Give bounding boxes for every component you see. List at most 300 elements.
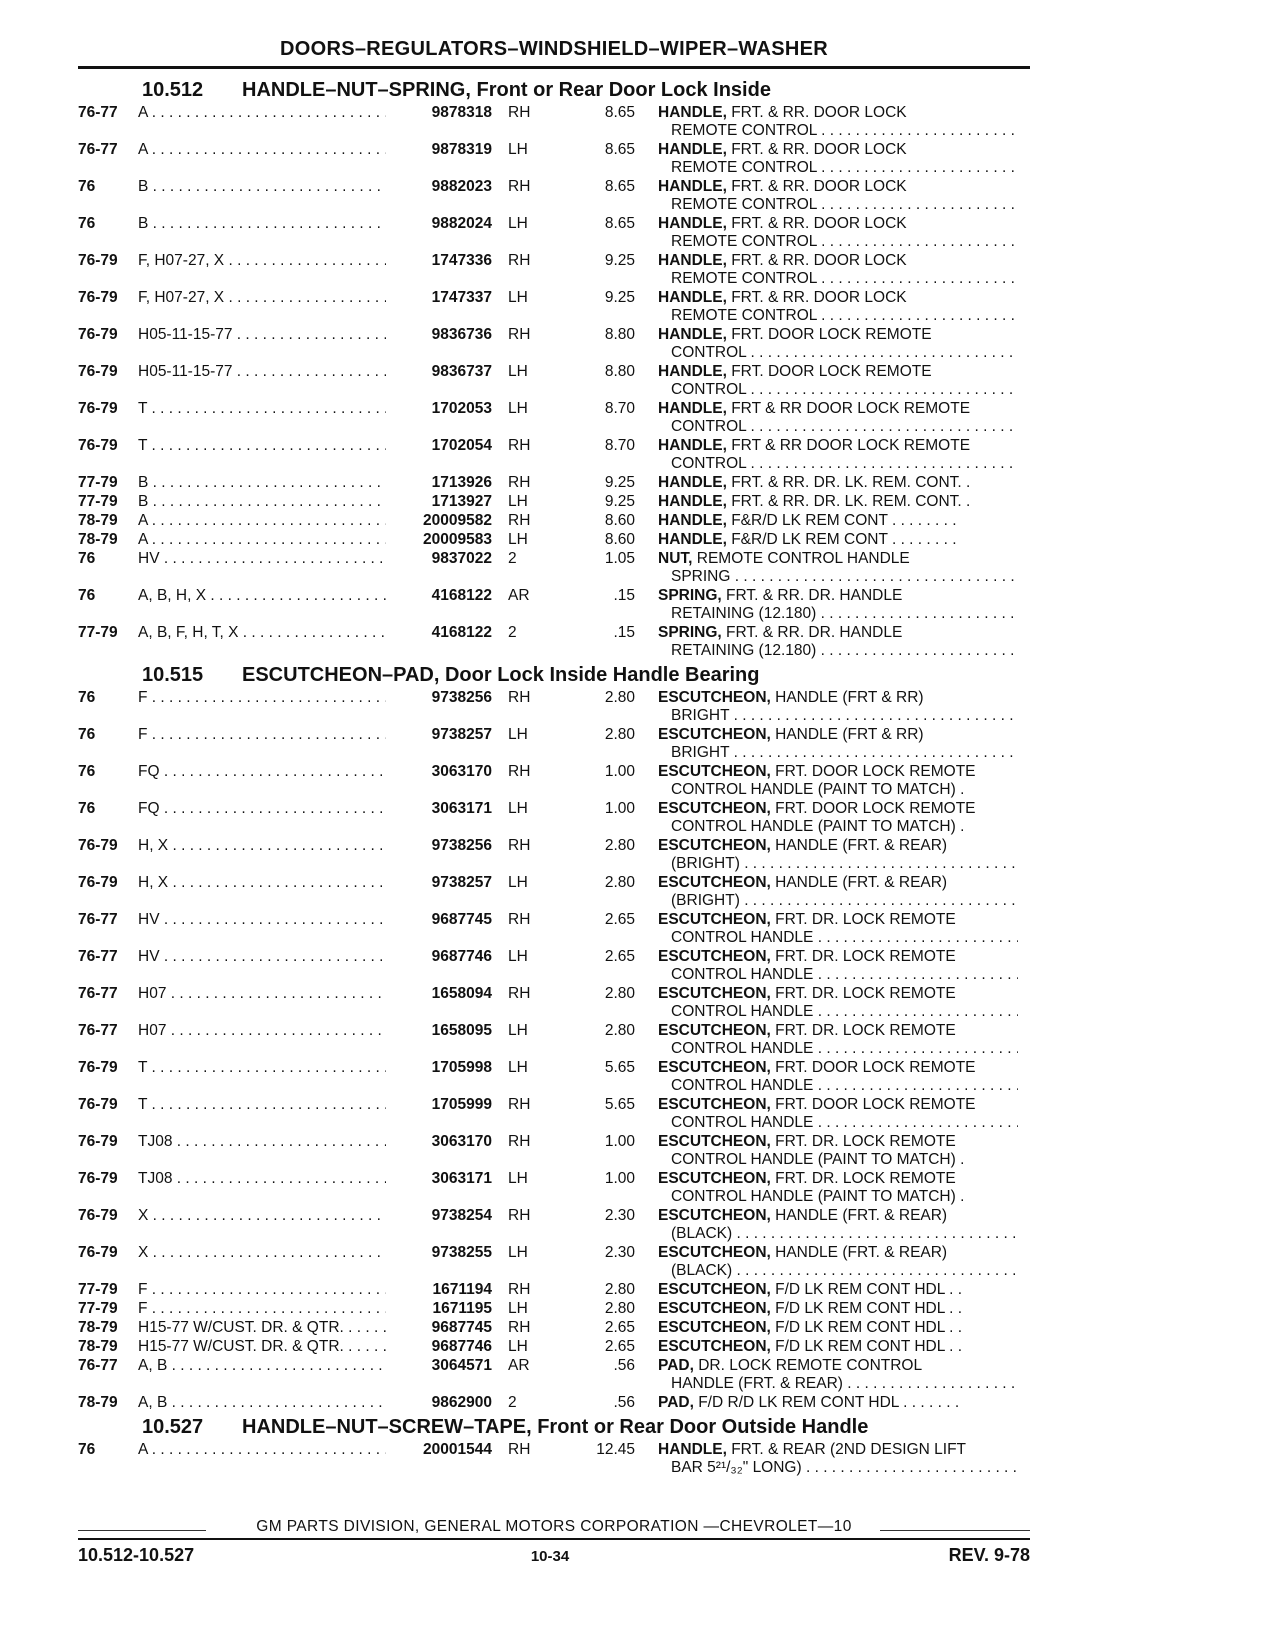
quantity: RH bbox=[508, 1281, 531, 1298]
description-line bbox=[658, 1170, 1018, 1188]
application-code: TJ08 . . . bbox=[138, 1133, 478, 1151]
description-line bbox=[658, 1394, 1018, 1412]
quantity: LH bbox=[508, 289, 528, 306]
part-description bbox=[658, 985, 1018, 1021]
quantity: RH bbox=[508, 1441, 531, 1458]
description-line bbox=[658, 985, 1018, 1003]
part-number: 1747337 bbox=[386, 289, 492, 307]
footer-page-number: 10-34 bbox=[530, 1548, 570, 1565]
quantity: LH bbox=[508, 874, 528, 891]
model-years: 76-79 bbox=[78, 252, 118, 269]
parts-row bbox=[78, 1096, 1038, 1133]
application-code: A . . . bbox=[138, 531, 478, 549]
application-code: F . . . bbox=[138, 1300, 478, 1318]
application-code: A, B . . . bbox=[138, 1394, 478, 1412]
model-years: 76-79 bbox=[78, 1207, 118, 1224]
application-code: F . . . bbox=[138, 689, 478, 707]
part-description bbox=[658, 400, 1018, 436]
description-keyword: ESCUTCHEON, bbox=[658, 837, 771, 854]
application-code: A, B, F, H, T, X . . . bbox=[138, 624, 478, 642]
price: 5.65 bbox=[604, 1096, 635, 1113]
description-text: FRT. DR. LOCK REMOTE bbox=[770, 1170, 956, 1187]
quantity: LH bbox=[508, 800, 528, 817]
quantity: RH bbox=[508, 689, 531, 706]
model-years: 76 bbox=[78, 550, 96, 567]
description-continuation: REMOTE CONTROL . . . bbox=[658, 233, 1018, 251]
part-description bbox=[658, 1133, 1018, 1169]
part-description bbox=[658, 1441, 1018, 1477]
part-description bbox=[658, 624, 1018, 660]
model-years: 76-79 bbox=[78, 1244, 118, 1261]
description-text: FRT. DOOR LOCK REMOTE bbox=[770, 1059, 976, 1076]
description-keyword: HANDLE, bbox=[658, 400, 727, 417]
parts-row bbox=[78, 531, 1038, 550]
description-line bbox=[658, 1059, 1018, 1077]
application-code: B . . . bbox=[138, 474, 478, 492]
parts-row bbox=[78, 215, 1038, 252]
footer-revision: REV. 9-78 bbox=[948, 1545, 1030, 1565]
parts-row bbox=[78, 141, 1038, 178]
description-line bbox=[658, 624, 1018, 642]
application-code: B . . . bbox=[138, 493, 478, 511]
part-number: 9862900 bbox=[386, 1394, 492, 1412]
description-line bbox=[658, 531, 1018, 549]
description-text: HANDLE (FRT. & REAR) bbox=[770, 874, 948, 891]
description-line bbox=[658, 104, 1018, 122]
parts-row bbox=[78, 1170, 1038, 1207]
description-continuation: (BLACK) . . . bbox=[658, 1225, 1018, 1243]
model-years: 76-79 bbox=[78, 874, 118, 891]
price: 2.65 bbox=[604, 948, 635, 965]
parts-row bbox=[78, 1394, 1038, 1413]
description-keyword: ESCUTCHEON, bbox=[658, 763, 771, 780]
part-description bbox=[658, 1319, 1018, 1337]
parts-row bbox=[78, 1338, 1038, 1357]
description-text: F/D LK REM CONT HDL . . bbox=[770, 1319, 963, 1336]
description-line bbox=[658, 1022, 1018, 1040]
model-years: 76-77 bbox=[78, 141, 118, 158]
part-number: 3063171 bbox=[386, 800, 492, 818]
model-years: 77-79 bbox=[78, 624, 118, 641]
parts-row bbox=[78, 874, 1038, 911]
model-years: 76-79 bbox=[78, 1059, 118, 1076]
model-years: 77-79 bbox=[78, 1300, 118, 1317]
description-text: FRT. & RR. DR. HANDLE bbox=[721, 587, 903, 604]
application-code: A . . . bbox=[138, 1441, 478, 1459]
parts-row bbox=[78, 437, 1038, 474]
description-continuation: REMOTE CONTROL . . . bbox=[658, 196, 1018, 214]
description-text: FRT. & RR. DOOR LOCK bbox=[726, 178, 907, 195]
application-code: A, B . . . bbox=[138, 1357, 478, 1375]
section-heading: HANDLE–NUT–SCREW–TAPE, Front or Rear Door Outside Handle bbox=[242, 1416, 869, 1438]
price: 8.80 bbox=[604, 363, 635, 380]
description-continuation: CONTROL HANDLE . . . bbox=[658, 929, 1018, 947]
part-number: 20009582 bbox=[386, 512, 492, 530]
description-text: FRT. DR. LOCK REMOTE bbox=[770, 985, 956, 1002]
price: 12.45 bbox=[596, 1441, 635, 1458]
part-number: 1713926 bbox=[386, 474, 492, 492]
part-number: 1705998 bbox=[386, 1059, 492, 1077]
quantity: LH bbox=[508, 1338, 528, 1355]
description-text: F/D LK REM CONT HDL . . bbox=[770, 1300, 963, 1317]
price: 2.65 bbox=[604, 1338, 635, 1355]
description-line bbox=[658, 911, 1018, 929]
price: 2.80 bbox=[604, 985, 635, 1002]
model-years: 76-77 bbox=[78, 911, 118, 928]
description-continuation: CONTROL HANDLE (PAINT TO MATCH) . bbox=[671, 1188, 965, 1205]
description-line bbox=[658, 363, 1018, 381]
part-description bbox=[658, 1170, 1018, 1206]
parts-row bbox=[78, 550, 1038, 587]
description-continuation: CONTROL HANDLE . . . bbox=[658, 1077, 1018, 1095]
application-code: F . . . bbox=[138, 1281, 478, 1299]
part-description bbox=[658, 474, 1018, 492]
part-description bbox=[658, 215, 1018, 251]
model-years: 78-79 bbox=[78, 1394, 118, 1411]
description-continuation: CONTROL HANDLE (PAINT TO MATCH) . bbox=[671, 781, 965, 798]
part-number: 9738254 bbox=[386, 1207, 492, 1225]
part-description bbox=[658, 178, 1018, 214]
price: 2.30 bbox=[604, 1207, 635, 1224]
part-description bbox=[658, 326, 1018, 362]
parts-row bbox=[78, 326, 1038, 363]
application-code: T . . . bbox=[138, 1059, 478, 1077]
application-code: F, H07-27, X . . . bbox=[138, 252, 478, 270]
price: 8.65 bbox=[604, 141, 635, 158]
part-number: 1671194 bbox=[386, 1281, 492, 1299]
part-number: 3064571 bbox=[386, 1357, 492, 1375]
model-years: 77-79 bbox=[78, 493, 118, 510]
part-number: 1747336 bbox=[386, 252, 492, 270]
description-continuation: CONTROL HANDLE . . . bbox=[658, 1003, 1018, 1021]
description-continuation: CONTROL . . . bbox=[658, 344, 1018, 362]
part-description bbox=[658, 104, 1018, 140]
application-code: H07 . . . bbox=[138, 1022, 478, 1040]
quantity: RH bbox=[508, 1096, 531, 1113]
part-number: 1658094 bbox=[386, 985, 492, 1003]
price: 1.00 bbox=[604, 1133, 635, 1150]
part-number: 9882024 bbox=[386, 215, 492, 233]
model-years: 77-79 bbox=[78, 1281, 118, 1298]
part-description bbox=[658, 531, 1018, 549]
footer-rule bbox=[78, 1538, 1030, 1540]
part-number: 9878318 bbox=[386, 104, 492, 122]
part-description bbox=[658, 1357, 1018, 1393]
quantity: LH bbox=[508, 493, 528, 510]
model-years: 76-79 bbox=[78, 1170, 118, 1187]
description-text: HANDLE (FRT & RR) bbox=[770, 726, 924, 743]
application-code: H, X . . . bbox=[138, 837, 478, 855]
description-text: F/D LK REM CONT HDL . . bbox=[770, 1281, 963, 1298]
quantity: RH bbox=[508, 512, 531, 529]
part-description bbox=[658, 874, 1018, 910]
part-number: 1702053 bbox=[386, 400, 492, 418]
header-rule bbox=[78, 66, 1030, 69]
model-years: 76 bbox=[78, 800, 96, 817]
description-keyword: ESCUTCHEON, bbox=[658, 985, 771, 1002]
footer-section-range: 10.512-10.527 bbox=[78, 1545, 195, 1565]
part-description bbox=[658, 1022, 1018, 1058]
parts-row bbox=[78, 104, 1038, 141]
quantity: AR bbox=[508, 1357, 530, 1374]
price: 9.25 bbox=[604, 474, 635, 491]
description-line bbox=[658, 1338, 1018, 1356]
part-description bbox=[658, 948, 1018, 984]
part-description bbox=[658, 1244, 1018, 1280]
model-years: 78-79 bbox=[78, 512, 118, 529]
description-line bbox=[658, 1133, 1018, 1151]
quantity: RH bbox=[508, 474, 531, 491]
price: 8.70 bbox=[604, 400, 635, 417]
price: .15 bbox=[613, 624, 635, 641]
description-keyword: ESCUTCHEON, bbox=[658, 1244, 771, 1261]
description-text: FRT. & RR. DOOR LOCK bbox=[726, 141, 907, 158]
description-text: HANDLE (FRT & RR) bbox=[770, 689, 924, 706]
application-code: A . . . bbox=[138, 104, 478, 122]
part-number: 9878319 bbox=[386, 141, 492, 159]
parts-row bbox=[78, 1357, 1038, 1394]
parts-row bbox=[78, 512, 1038, 531]
parts-row bbox=[78, 911, 1038, 948]
description-continuation: RETAINING (12.180) . . . bbox=[658, 642, 1018, 660]
description-continuation: REMOTE CONTROL . . . bbox=[658, 270, 1018, 288]
part-description bbox=[658, 512, 1018, 530]
description-continuation: BAR 5²¹/₃₂" LONG) . . . bbox=[658, 1459, 1018, 1477]
quantity: LH bbox=[508, 1244, 528, 1261]
description-line bbox=[658, 493, 1018, 511]
price: 1.05 bbox=[604, 550, 635, 567]
application-code: A . . . bbox=[138, 512, 478, 530]
part-description bbox=[658, 1338, 1018, 1356]
part-number: 3063170 bbox=[386, 1133, 492, 1151]
price: 9.25 bbox=[604, 289, 635, 306]
application-code: T . . . bbox=[138, 400, 478, 418]
part-description bbox=[658, 437, 1018, 473]
description-line bbox=[658, 763, 1018, 781]
model-years: 78-79 bbox=[78, 531, 118, 548]
description-keyword: ESCUTCHEON, bbox=[658, 1319, 771, 1336]
model-years: 76-79 bbox=[78, 363, 118, 380]
quantity: LH bbox=[508, 215, 528, 232]
model-years: 76-79 bbox=[78, 437, 118, 454]
description-keyword: SPRING, bbox=[658, 624, 722, 641]
parts-row bbox=[78, 1244, 1038, 1281]
parts-row bbox=[78, 587, 1038, 624]
application-code: F, H07-27, X . . . bbox=[138, 289, 478, 307]
description-text: FRT. & REAR (2ND DESIGN LIFT bbox=[726, 1441, 967, 1458]
description-line bbox=[658, 587, 1018, 605]
description-continuation: CONTROL HANDLE . . . bbox=[658, 966, 1018, 984]
description-text: F&R/D LK REM CONT . . . . . . . . bbox=[726, 512, 957, 529]
description-keyword: HANDLE, bbox=[658, 474, 727, 491]
footer-publisher: GM PARTS DIVISION, GENERAL MOTORS CORPORATION —CHEVROLET—10 bbox=[256, 1518, 852, 1535]
description-text: DR. LOCK REMOTE CONTROL bbox=[693, 1357, 923, 1374]
price: .56 bbox=[613, 1394, 635, 1411]
description-line bbox=[658, 874, 1018, 892]
part-number: 9738255 bbox=[386, 1244, 492, 1262]
description-text: FRT. DOOR LOCK REMOTE bbox=[770, 800, 976, 817]
description-text: FRT. DOOR LOCK REMOTE bbox=[726, 363, 932, 380]
part-number: 4168122 bbox=[386, 587, 492, 605]
price: 2.80 bbox=[604, 726, 635, 743]
model-years: 76-79 bbox=[78, 289, 118, 306]
application-code: H, X . . . bbox=[138, 874, 478, 892]
quantity: RH bbox=[508, 326, 531, 343]
quantity: 2 bbox=[508, 550, 517, 567]
description-keyword: ESCUTCHEON, bbox=[658, 726, 771, 743]
application-code: T . . . bbox=[138, 1096, 478, 1114]
quantity: RH bbox=[508, 104, 531, 121]
price: 8.65 bbox=[604, 104, 635, 121]
application-code: HV . . . bbox=[138, 911, 478, 929]
description-continuation: (BLACK) . . . bbox=[658, 1262, 1018, 1280]
application-code: H15-77 W/CUST. DR. & QTR. . . . bbox=[138, 1319, 478, 1337]
model-years: 76-79 bbox=[78, 400, 118, 417]
model-years: 76 bbox=[78, 587, 96, 604]
part-number: 1702054 bbox=[386, 437, 492, 455]
part-number: 9687745 bbox=[386, 1319, 492, 1337]
part-description bbox=[658, 1300, 1018, 1318]
application-code: A, B, H, X . . . bbox=[138, 587, 478, 605]
description-text: FRT. DOOR LOCK REMOTE bbox=[726, 326, 932, 343]
parts-row bbox=[78, 689, 1038, 726]
section-heading: HANDLE–NUT–SPRING, Front or Rear Door Lock Inside bbox=[242, 79, 771, 101]
description-text: FRT. & RR. DOOR LOCK bbox=[726, 289, 907, 306]
part-number: 9738256 bbox=[386, 837, 492, 855]
part-description bbox=[658, 550, 1018, 586]
description-keyword: ESCUTCHEON, bbox=[658, 948, 771, 965]
quantity: RH bbox=[508, 837, 531, 854]
model-years: 76 bbox=[78, 726, 96, 743]
section-title bbox=[78, 1413, 1038, 1441]
price: 8.65 bbox=[604, 215, 635, 232]
description-keyword: HANDLE, bbox=[658, 252, 727, 269]
description-line bbox=[658, 1300, 1018, 1318]
quantity: LH bbox=[508, 141, 528, 158]
quantity: RH bbox=[508, 911, 531, 928]
description-keyword: ESCUTCHEON, bbox=[658, 1022, 771, 1039]
price: 8.60 bbox=[604, 531, 635, 548]
price: 2.80 bbox=[604, 1022, 635, 1039]
quantity: AR bbox=[508, 587, 530, 604]
description-keyword: ESCUTCHEON, bbox=[658, 1133, 771, 1150]
quantity: RH bbox=[508, 1319, 531, 1336]
price: 2.80 bbox=[604, 837, 635, 854]
part-description bbox=[658, 800, 1018, 836]
part-description bbox=[658, 141, 1018, 177]
part-description bbox=[658, 1281, 1018, 1299]
part-description bbox=[658, 689, 1018, 725]
application-code: H05-11-15-77 . . . bbox=[138, 363, 478, 381]
price: 1.00 bbox=[604, 763, 635, 780]
description-line bbox=[658, 1357, 1018, 1375]
section-title bbox=[78, 661, 1038, 689]
application-code: F . . . bbox=[138, 726, 478, 744]
description-continuation: BRIGHT . . . bbox=[658, 744, 1018, 762]
description-keyword: HANDLE, bbox=[658, 531, 727, 548]
application-code: FQ . . . bbox=[138, 800, 478, 818]
part-description bbox=[658, 289, 1018, 325]
parts-row bbox=[78, 763, 1038, 800]
price: 2.65 bbox=[604, 1319, 635, 1336]
description-continuation: REMOTE CONTROL . . . bbox=[658, 307, 1018, 325]
parts-row bbox=[78, 1059, 1038, 1096]
quantity: LH bbox=[508, 363, 528, 380]
description-continuation: CONTROL HANDLE (PAINT TO MATCH) . bbox=[671, 818, 965, 835]
application-code: HV . . . bbox=[138, 948, 478, 966]
description-line bbox=[658, 400, 1018, 418]
description-text: REMOTE CONTROL HANDLE bbox=[692, 550, 910, 567]
description-continuation: CONTROL . . . bbox=[658, 381, 1018, 399]
description-line bbox=[658, 1281, 1018, 1299]
parts-row bbox=[78, 1319, 1038, 1338]
section-number: 10.527 bbox=[142, 1416, 204, 1438]
model-years: 76-79 bbox=[78, 1133, 118, 1150]
part-description bbox=[658, 726, 1018, 762]
parts-row bbox=[78, 493, 1038, 512]
description-keyword: HANDLE, bbox=[658, 437, 727, 454]
description-keyword: ESCUTCHEON, bbox=[658, 800, 771, 817]
parts-row bbox=[78, 1441, 1038, 1478]
application-code: B . . . bbox=[138, 215, 478, 233]
description-keyword: HANDLE, bbox=[658, 326, 727, 343]
quantity: LH bbox=[508, 1300, 528, 1317]
description-line bbox=[658, 437, 1018, 455]
quantity: RH bbox=[508, 1207, 531, 1224]
description-line bbox=[658, 689, 1018, 707]
description-keyword: HANDLE, bbox=[658, 178, 727, 195]
price: 1.00 bbox=[604, 800, 635, 817]
parts-row bbox=[78, 624, 1038, 661]
section-title bbox=[78, 76, 1038, 104]
part-number: 9687745 bbox=[386, 911, 492, 929]
section-heading: ESCUTCHEON–PAD, Door Lock Inside Handle Bearing bbox=[242, 664, 760, 686]
parts-row bbox=[78, 1281, 1038, 1300]
description-text: FRT. DR. LOCK REMOTE bbox=[770, 1022, 956, 1039]
description-keyword: ESCUTCHEON, bbox=[658, 911, 771, 928]
model-years: 76-77 bbox=[78, 985, 118, 1002]
model-years: 78-79 bbox=[78, 1319, 118, 1336]
description-keyword: ESCUTCHEON, bbox=[658, 1300, 771, 1317]
model-years: 77-79 bbox=[78, 474, 118, 491]
description-text: FRT & RR DOOR LOCK REMOTE bbox=[726, 400, 971, 417]
part-number: 3063170 bbox=[386, 763, 492, 781]
description-keyword: HANDLE, bbox=[658, 215, 727, 232]
application-code: X . . . bbox=[138, 1207, 478, 1225]
part-description bbox=[658, 1096, 1018, 1132]
price: 9.25 bbox=[604, 252, 635, 269]
description-keyword: ESCUTCHEON, bbox=[658, 874, 771, 891]
part-number: 9738257 bbox=[386, 874, 492, 892]
application-code: H05-11-15-77 . . . bbox=[138, 326, 478, 344]
price: 8.70 bbox=[604, 437, 635, 454]
quantity: RH bbox=[508, 252, 531, 269]
model-years: 76-79 bbox=[78, 837, 118, 854]
model-years: 76-77 bbox=[78, 1022, 118, 1039]
part-number: 9738257 bbox=[386, 726, 492, 744]
description-keyword: HANDLE, bbox=[658, 289, 727, 306]
quantity: LH bbox=[508, 400, 528, 417]
price: 8.65 bbox=[604, 178, 635, 195]
part-number: 20001544 bbox=[386, 1441, 492, 1459]
description-text: FRT. & RR. DOOR LOCK bbox=[726, 215, 907, 232]
description-text: FRT. DR. LOCK REMOTE bbox=[770, 911, 956, 928]
application-code: A . . . bbox=[138, 141, 478, 159]
description-continuation: BRIGHT . . . bbox=[658, 707, 1018, 725]
quantity: RH bbox=[508, 985, 531, 1002]
description-line bbox=[658, 1319, 1018, 1337]
part-description bbox=[658, 1394, 1018, 1412]
